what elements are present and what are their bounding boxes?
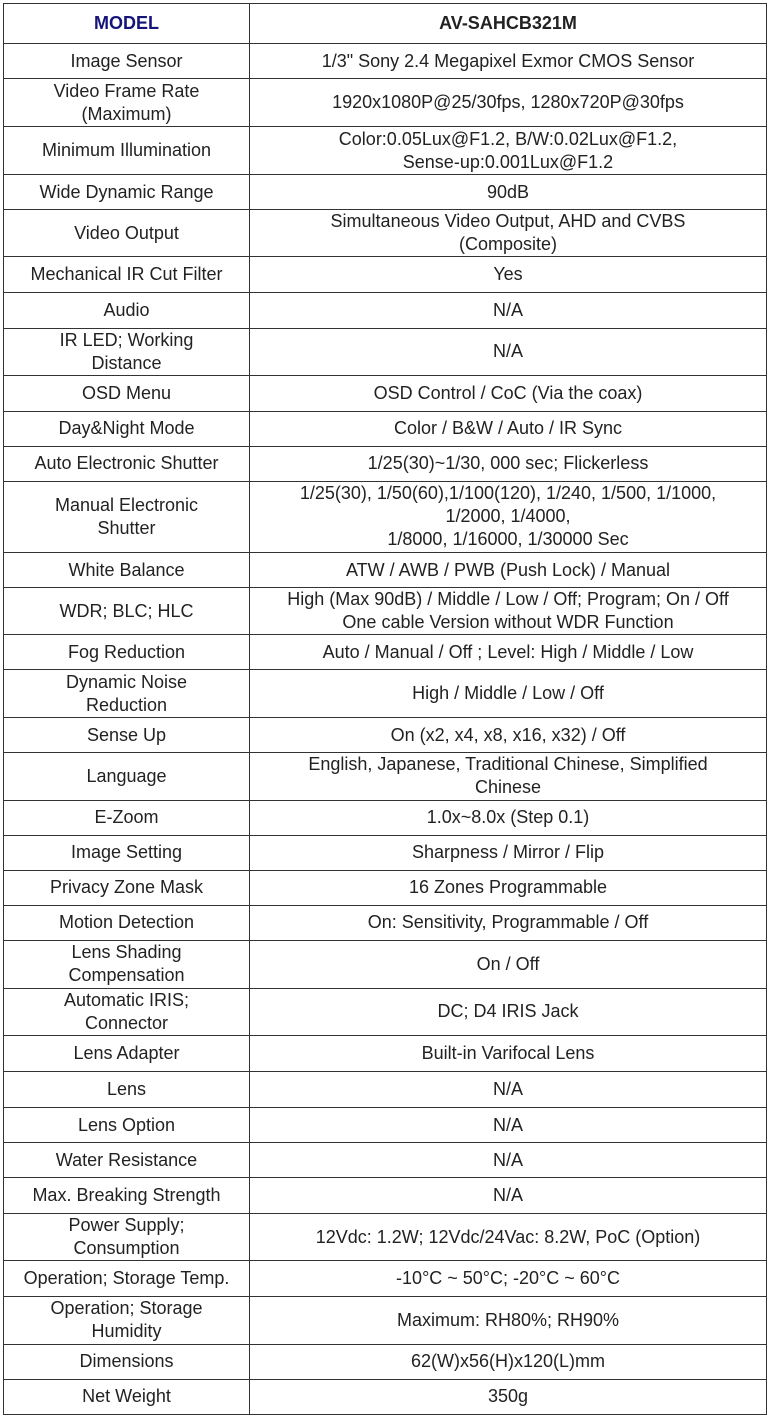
spec-row (4, 635, 767, 670)
spec-row (4, 127, 767, 175)
spec-label: Motion Detection (4, 905, 250, 940)
spec-value: Color / B&W / Auto / IR Sync (250, 411, 767, 446)
spec-row (4, 870, 767, 905)
spec-value: Maximum: RH80%; RH90% (250, 1297, 767, 1344)
spec-value: 1/25(30), 1/50(60),1/100(120), 1/240, 1/500, 1/1000, 1/2000, 1/4000, 1/8000, 1/16000, 1/30000 Sec (250, 481, 767, 552)
spec-label: Minimum Illumination (4, 127, 250, 175)
spec-value: N/A (250, 1143, 767, 1178)
spec-label: Video Frame Rate (Maximum) (4, 79, 250, 127)
spec-label: Wide Dynamic Range (4, 175, 250, 210)
spec-label: Mechanical IR Cut Filter (4, 257, 250, 292)
spec-label: Language (4, 753, 250, 800)
spec-row (4, 1261, 767, 1297)
spec-value: N/A (250, 328, 767, 375)
model-header: MODEL (4, 4, 250, 44)
spec-value: On (x2, x4, x8, x16, x32) / Off (250, 718, 767, 753)
spec-row (4, 79, 767, 127)
spec-row (4, 1072, 767, 1108)
spec-value: High (Max 90dB) / Middle / Low / Off; Program; On / Off One cable Version without WDR Function (250, 588, 767, 635)
spec-value: Simultaneous Video Output, AHD and CVBS (Composite) (250, 210, 767, 257)
spec-label: Water Resistance (4, 1143, 250, 1178)
spec-row (4, 800, 767, 835)
spec-label: Video Output (4, 210, 250, 257)
spec-row (4, 1379, 767, 1414)
spec-label: Automatic IRIS; Connector (4, 988, 250, 1035)
spec-row (4, 718, 767, 753)
spec-value: ATW / AWB / PWB (Push Lock) / Manual (250, 553, 767, 588)
spec-row (4, 292, 767, 328)
spec-label: Operation; Storage Temp. (4, 1261, 250, 1297)
spec-value: -10°C ~ 50°C; -20°C ~ 60°C (250, 1261, 767, 1297)
spec-row (4, 1297, 767, 1344)
spec-value: 12Vdc: 1.2W; 12Vdc/24Vac: 8.2W, PoC (Option) (250, 1214, 767, 1261)
spec-label: WDR; BLC; HLC (4, 588, 250, 635)
spec-value: 62(W)x56(H)x120(L)mm (250, 1344, 767, 1379)
spec-value: DC; D4 IRIS Jack (250, 988, 767, 1035)
spec-row (4, 328, 767, 375)
spec-row (4, 210, 767, 257)
spec-row (4, 753, 767, 800)
spec-label: Image Sensor (4, 44, 250, 79)
spec-value: On: Sensitivity, Programmable / Off (250, 905, 767, 940)
spec-label: White Balance (4, 553, 250, 588)
spec-value: High / Middle / Low / Off (250, 670, 767, 718)
spec-row (4, 835, 767, 870)
spec-value: On / Off (250, 940, 767, 988)
spec-label: Lens Shading Compensation (4, 940, 250, 988)
spec-row (4, 44, 767, 79)
spec-row (4, 257, 767, 292)
spec-label: Lens Option (4, 1108, 250, 1143)
spec-label: Net Weight (4, 1379, 250, 1414)
spec-label: Manual Electronic Shutter (4, 481, 250, 552)
spec-row (4, 1143, 767, 1178)
spec-label: E-Zoom (4, 800, 250, 835)
spec-table-body (4, 4, 767, 1415)
spec-label: Privacy Zone Mask (4, 870, 250, 905)
spec-label: Lens Adapter (4, 1035, 250, 1071)
spec-value: Yes (250, 257, 767, 292)
spec-row (4, 446, 767, 481)
spec-value: 16 Zones Programmable (250, 870, 767, 905)
spec-label: Max. Breaking Strength (4, 1178, 250, 1214)
spec-row (4, 411, 767, 446)
spec-row (4, 375, 767, 411)
spec-row (4, 588, 767, 635)
spec-label: Operation; Storage Humidity (4, 1297, 250, 1344)
spec-row (4, 940, 767, 988)
spec-row (4, 670, 767, 718)
spec-value: Built-in Varifocal Lens (250, 1035, 767, 1071)
spec-value: 1/25(30)~1/30, 000 sec; Flickerless (250, 446, 767, 481)
spec-value: N/A (250, 1178, 767, 1214)
spec-label: Audio (4, 292, 250, 328)
spec-row (4, 1035, 767, 1071)
spec-value: N/A (250, 1072, 767, 1108)
spec-label: Auto Electronic Shutter (4, 446, 250, 481)
spec-row (4, 905, 767, 940)
spec-value: Color:0.05Lux@F1.2, B/W:0.02Lux@F1.2, Sense-up:0.001Lux@F1.2 (250, 127, 767, 175)
spec-row (4, 481, 767, 552)
spec-row (4, 553, 767, 588)
spec-row (4, 175, 767, 210)
spec-label: Lens (4, 1072, 250, 1108)
spec-label: Day&Night Mode (4, 411, 250, 446)
spec-row (4, 988, 767, 1035)
spec-value: 1920x1080P@25/30fps, 1280x720P@30fps (250, 79, 767, 127)
header-row (4, 4, 767, 44)
spec-value: 1/3" Sony 2.4 Megapixel Exmor CMOS Sensor (250, 44, 767, 79)
spec-label: Image Setting (4, 835, 250, 870)
spec-value: N/A (250, 1108, 767, 1143)
spec-label: OSD Menu (4, 375, 250, 411)
spec-label: Power Supply; Consumption (4, 1214, 250, 1261)
spec-label: Dynamic Noise Reduction (4, 670, 250, 718)
spec-value: 1.0x~8.0x (Step 0.1) (250, 800, 767, 835)
spec-row (4, 1178, 767, 1214)
spec-value: 90dB (250, 175, 767, 210)
spec-value: Auto / Manual / Off ; Level: High / Middle / Low (250, 635, 767, 670)
spec-row (4, 1344, 767, 1379)
spec-row (4, 1108, 767, 1143)
spec-row (4, 1214, 767, 1261)
model-number: AV-SAHCB321M (250, 4, 767, 44)
spec-label: Sense Up (4, 718, 250, 753)
spec-value: 350g (250, 1379, 767, 1414)
spec-label: IR LED; Working Distance (4, 328, 250, 375)
spec-value: English, Japanese, Traditional Chinese, Simplified Chinese (250, 753, 767, 800)
spec-table (3, 3, 767, 1415)
spec-value: N/A (250, 292, 767, 328)
spec-label: Fog Reduction (4, 635, 250, 670)
spec-value: Sharpness / Mirror / Flip (250, 835, 767, 870)
spec-label: Dimensions (4, 1344, 250, 1379)
spec-value: OSD Control / CoC (Via the coax) (250, 375, 767, 411)
